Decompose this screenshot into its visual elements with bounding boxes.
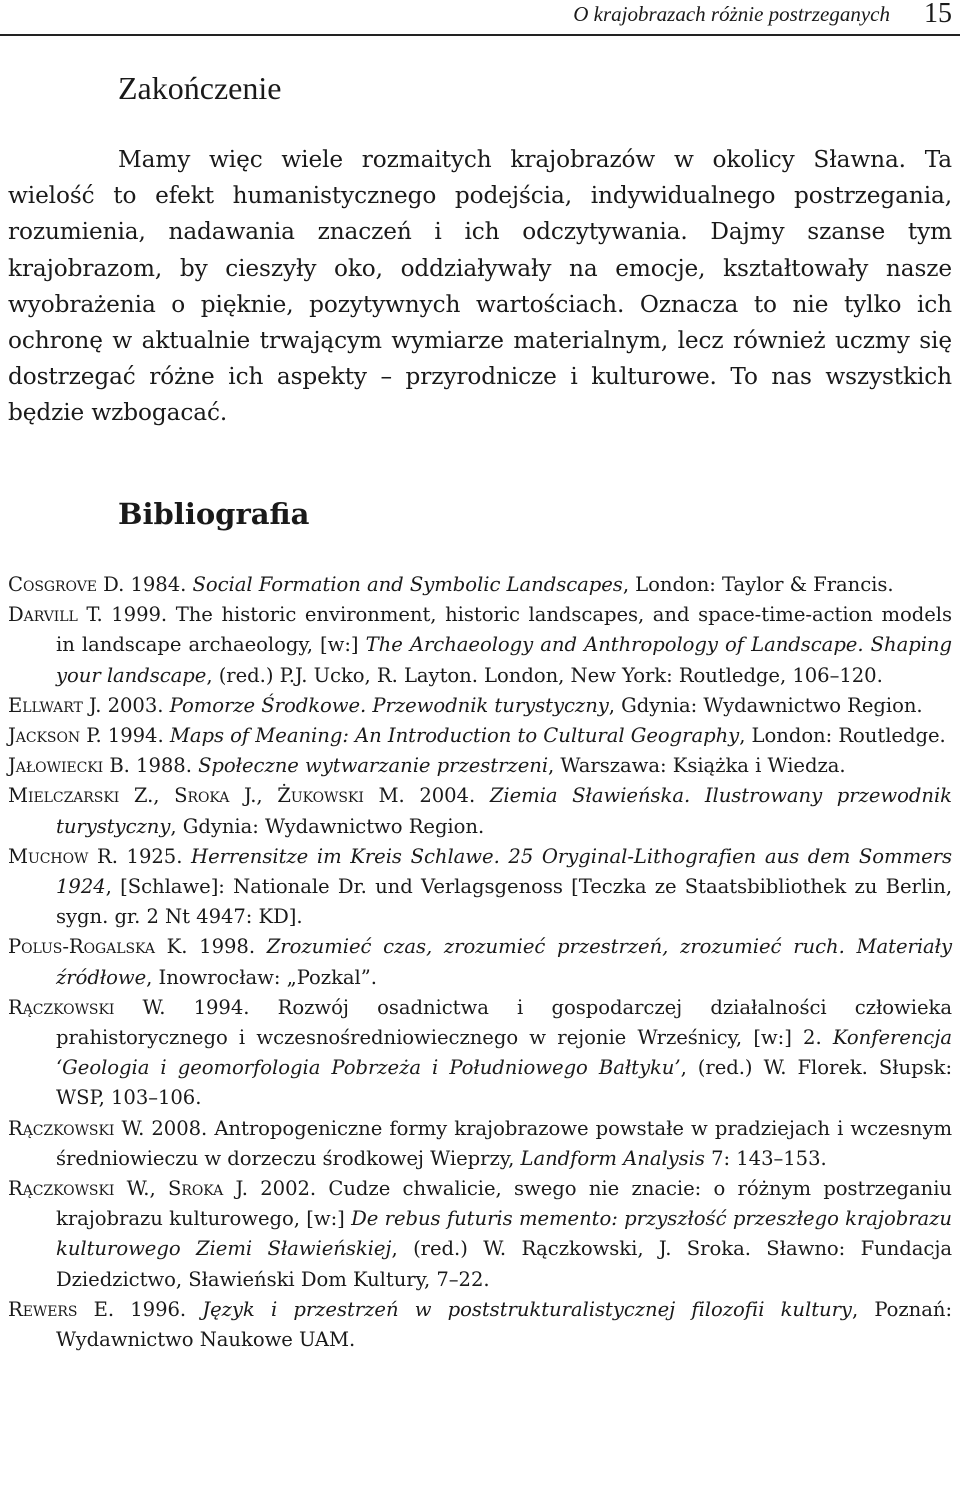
entry-author: Muchow R. — [8, 844, 118, 868]
bibliography-entry — [8, 1295, 952, 1355]
bibliography-entry — [8, 691, 952, 721]
entry-text: 1999. The historic environment, historic landscapes, and space-time-action models in landscape archaeology, [w:] — [56, 603, 952, 657]
entry-text: , [Schlawe]: Nationale Dr. und Verlagsgenoss [Teczka ze Staatsbibliothek zu Berlin, sygn. gr. 2 Nt 4947: KD]. — [56, 875, 952, 929]
entry-text: , Gdynia: Wydawnictwo Region. — [608, 693, 923, 717]
bibliography-entry — [8, 600, 952, 691]
entry-title: Maps of Meaning: An Introduction to Cultural Geography — [169, 724, 740, 748]
entry-text: 1984. — [124, 573, 193, 596]
entry-text: , (red.) W. Rączkowski, J. Sroka. Sławno: Fundacja Dziedzictwo, Sławieński Dom Kultury, 7–22. — [56, 1237, 952, 1291]
entry-text: 1994. — [101, 724, 170, 748]
entry-text: , Warszawa: Książka i Wiedza. — [548, 754, 846, 778]
entry-author: Ellwart J. — [8, 693, 102, 717]
entry-text: 2004. — [404, 784, 490, 808]
entry-author: Mielczarski Z., Sroka J., Żukowski M. — [8, 784, 405, 808]
page-header — [0, 0, 960, 36]
entry-title: Konferencja ‘Geologia i geomorfologia Pobrzeża i Południowego Bałtyku’ — [56, 1026, 952, 1080]
entry-author: Jackson P. — [8, 724, 102, 748]
running-title: O krajobrazach różnie postrzeganych — [573, 2, 890, 26]
entry-title: Social Formation and Symbolic Landscapes — [192, 573, 623, 596]
entry-text: , London: Routledge. — [739, 724, 946, 748]
entry-text: 1925. — [117, 844, 192, 868]
entry-title: Zrozumieć czas, zrozumieć przestrzeń, zrozumieć ruch. Materiały źródłowe — [56, 935, 952, 989]
entry-title: The Archaeology and Anthropology of Landscape. Shaping your landscape — [56, 633, 952, 687]
entry-text: 2008. Antropogeniczne formy krajobrazowe powstałe w pradziejach i wczesnym średniowieczu w dorzeczu środkowej Wieprzy, — [56, 1116, 952, 1170]
bibliography-entry — [8, 721, 952, 751]
bibliography-entry — [8, 842, 952, 933]
entry-text: 2002. Cudze chwalicie, swego nie znacie: o różnym postrzeganiu krajobrazu kulturowego, [w:] — [56, 1177, 952, 1231]
entry-title: Pomorze Środkowe. Przewodnik turystyczny — [169, 693, 609, 717]
entry-author: Rączkowski W., Sroka J. — [8, 1177, 248, 1201]
entry-text: 7: 143–153. — [704, 1146, 827, 1170]
entry-text: , (red.) W. Florek. Słupsk: WSP, 103–106. — [56, 1056, 952, 1110]
bibliography-entry — [8, 1114, 952, 1174]
page-number: 15 — [924, 0, 952, 29]
entry-title: Ziemia Sławieńska. Ilustrowany przewodnik turystyczny — [56, 784, 952, 838]
entry-text: , Gdynia: Wydawnictwo Region. — [170, 814, 485, 838]
entry-text: , Poznań: Wydawnictwo Naukowe UAM. — [56, 1297, 953, 1352]
entry-text: 1996. — [114, 1297, 203, 1321]
entry-text: 1998. — [187, 935, 267, 959]
entry-text: , Inowrocław: „Pozkal”. — [146, 965, 377, 989]
entry-author: Rewers E. — [8, 1297, 115, 1321]
conclusion-heading: Zakończenie — [118, 70, 282, 106]
entry-author: Rączkowski W. — [8, 1116, 145, 1140]
entry-author: Darvill T. — [8, 603, 103, 627]
conclusion-text: Mamy więc wiele rozmaitych krajobrazów w okolicy Sławna. Ta wielość to efekt humanistycznego podejścia, indywidualnego postrzegania, rozumienia, nadawania znaczeń i ich odczytywania. Dajmy szanse tym krajobrazom, by cieszyły oko, oddziaływały na emocje, kształtowały nasze wyobrażenia o pięknie, pozytywnych wartościach. Oznacza to nie tylko ich ochronę w aktualnie trwającym wymiarze materialnym, lecz również uczmy się dostrzegać różne ich aspekty – przyrodnicze i kulturowe. To nas wszystkich będzie wzbogacać. — [8, 146, 952, 427]
entry-title: De rebus futuris memento: przyszłość przeszłego krajobrazu kulturowego Ziemi Sławieńskiej — [56, 1207, 952, 1261]
entry-title: Społeczne wytwarzanie przestrzeni — [198, 754, 549, 778]
bibliography-entry — [8, 570, 952, 600]
entry-author: Polus-Rogalska K. — [8, 935, 188, 959]
entry-title: Landform Analysis — [520, 1146, 705, 1170]
entry-text: 1994. Rozwój osadnictwa i gospodarczej działalności człowieka prahistorycznego i wczesnośredniowiecznego w rejonie Wrześnicy, [w:] 2. — [56, 995, 952, 1050]
entry-author: Cosgrove D. — [8, 573, 125, 596]
entry-text: , (red.) P.J. Ucko, R. Layton. London, New York: Routledge, 106–120. — [206, 663, 883, 687]
bibliography-entry — [8, 751, 952, 781]
entry-title: Herrensitze im Kreis Schlawe. 25 Oryginal-Lithografien aus dem Sommers 1924 — [56, 844, 952, 899]
bibliography-heading: Bibliografia — [118, 497, 310, 531]
entry-text: 2003. — [101, 693, 170, 717]
entry-author: Rączkowski W. — [8, 995, 166, 1019]
entry-title: Język i przestrzeń w poststrukturalistycznej filozofii kultury — [202, 1297, 852, 1321]
bibliography-list — [8, 570, 952, 1355]
entry-text: 1988. — [129, 754, 199, 778]
bibliography-entry — [8, 781, 952, 841]
bibliography-entry — [8, 993, 952, 1114]
conclusion-paragraph — [8, 142, 952, 432]
bibliography-entry — [8, 932, 952, 992]
entry-text: , London: Taylor & Francis. — [622, 573, 894, 596]
entry-author: Jałowiecki B. — [8, 754, 130, 778]
bibliography-entry — [8, 1174, 952, 1295]
